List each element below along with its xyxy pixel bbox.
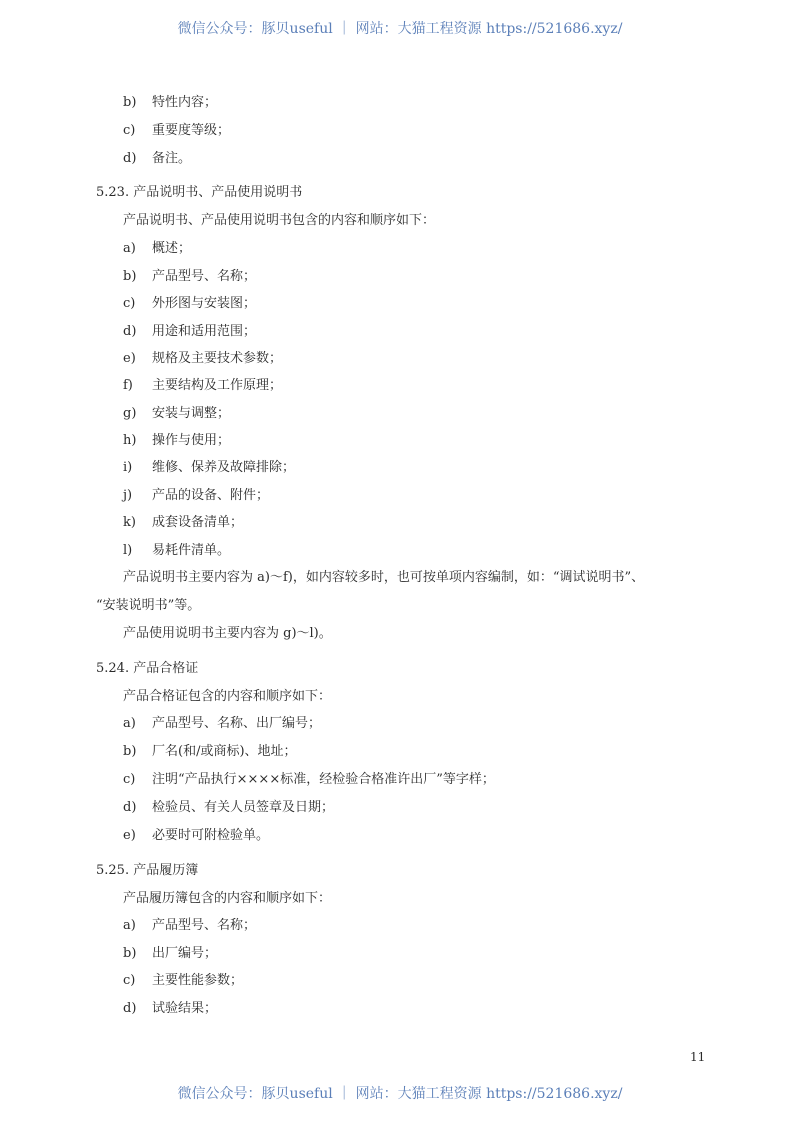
list-item-label: a)	[123, 716, 136, 731]
section-heading: 5.23. 产品说明书、产品使用说明书	[96, 185, 303, 200]
list-item-text: 主要性能参数；	[152, 973, 244, 988]
list-item-text: 用途和适用范围；	[152, 324, 257, 339]
list-item-label: d)	[123, 800, 137, 815]
list-item-label: d)	[123, 151, 137, 166]
list-item-label: i)	[123, 460, 133, 475]
list-item-label: c)	[123, 296, 136, 311]
list-item-label: a)	[123, 241, 136, 256]
list-item-text: 重要度等级；	[152, 123, 231, 138]
list-item-label: e)	[123, 828, 136, 843]
list-item-text: 安装与调整；	[152, 406, 231, 421]
section-heading: 5.24. 产品合格证	[96, 661, 199, 676]
page-number: 11	[690, 1050, 706, 1064]
paragraph: 产品说明书、产品使用说明书包含的内容和顺序如下：	[123, 213, 436, 228]
list-item-label: b)	[123, 946, 137, 961]
list-item-label: a)	[123, 918, 136, 933]
watermark-header: 微信公众号：豚贝useful ｜ 网站：大猫工程资源 https://521686.xyz/	[177, 21, 623, 37]
list-item-text: 特性内容；	[152, 95, 218, 110]
paragraph: 产品履历簿包含的内容和顺序如下：	[123, 891, 332, 906]
list-item-label: e)	[123, 351, 136, 366]
list-item-text: 备注。	[152, 151, 192, 166]
list-item-label: l)	[123, 543, 133, 558]
list-item-text: 出厂编号；	[152, 946, 218, 961]
list-item-text: 维修、保养及故障排除；	[152, 460, 296, 475]
watermark-footer: 微信公众号：豚贝useful ｜ 网站：大猫工程资源 https://521686.xyz/	[177, 1086, 623, 1102]
list-item-text: 外形图与安装图；	[152, 296, 257, 311]
list-item-text: 产品型号、名称；	[152, 918, 257, 933]
list-item-text: 概述；	[152, 241, 192, 256]
list-item-text: 注明“产品执行××××标准，经检验合格准许出厂”等字样；	[152, 772, 495, 787]
list-item-text: 必要时可附检验单。	[152, 828, 270, 843]
list-item-label: d)	[123, 324, 137, 339]
list-item-text: 产品的设备、附件；	[152, 488, 270, 503]
paragraph: 产品合格证包含的内容和顺序如下：	[123, 689, 332, 704]
list-item-label: c)	[123, 772, 136, 787]
list-item-label: j)	[123, 488, 133, 503]
paragraph: 产品使用说明书主要内容为 g)～l)。	[123, 626, 332, 641]
list-item-text: 产品型号、名称、出厂编号；	[152, 716, 322, 731]
list-item-text: 检验员、有关人员签章及日期；	[152, 800, 335, 815]
list-item-label: h)	[123, 433, 137, 448]
paragraph: “安装说明书”等。	[96, 598, 201, 613]
list-item-label: b)	[123, 744, 137, 759]
list-item-label: b)	[123, 95, 137, 110]
list-item-label: k)	[123, 515, 136, 530]
list-item-text: 规格及主要技术参数；	[152, 351, 283, 366]
section-heading: 5.25. 产品履历簿	[96, 863, 199, 878]
paragraph: 产品说明书主要内容为 a)～f)，如内容较多时，也可按单项内容编制，如：“调试说明书”、	[123, 570, 645, 585]
list-item-text: 产品型号、名称；	[152, 269, 257, 284]
list-item-text: 试验结果；	[152, 1001, 218, 1016]
list-item-text: 主要结构及工作原理；	[152, 378, 283, 393]
list-item-label: c)	[123, 123, 136, 138]
list-item-label: g)	[123, 406, 137, 421]
list-item-label: c)	[123, 973, 136, 988]
list-item-text: 操作与使用；	[152, 433, 231, 448]
list-item-label: f)	[123, 378, 133, 393]
list-item-label: d)	[123, 1001, 137, 1016]
list-item-text: 易耗件清单。	[152, 543, 231, 558]
list-item-text: 成套设备清单；	[152, 515, 244, 530]
list-item-text: 厂名(和/或商标)、地址；	[152, 744, 297, 759]
list-item-label: b)	[123, 269, 137, 284]
